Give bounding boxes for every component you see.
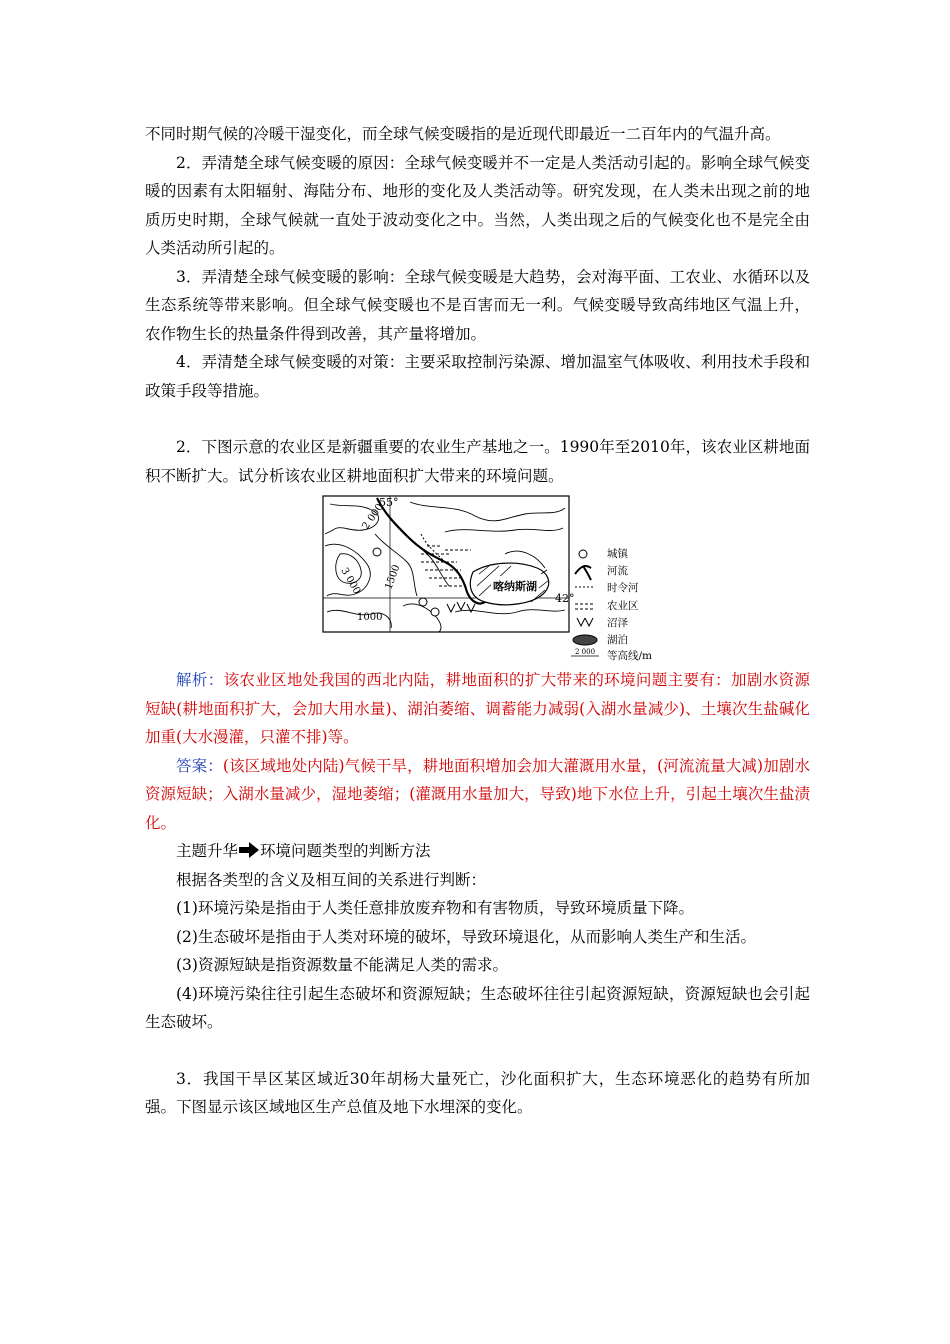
analysis-text: 该农业区地处我国的西北内陆，耕地面积的扩大带来的环境问题主要有：加剧水资源短缺(耕地面积扩大，会加大用水量)、湖泊萎缩、调蓄能力减弱(入湖水量减少)、土壤次生盐碱化加重(大水漫灌，只灌不排)等。	[145, 671, 810, 746]
farm-region-map	[145, 494, 810, 662]
theme-intro: 根据各类型的含义及相互间的关系进行判断：	[176, 870, 487, 889]
right-arrow-icon	[238, 842, 260, 858]
question3-text: 3．我国干旱区某区域近30年胡杨大量死亡，沙化面积扩大，生态环境恶化的趋势有所加强。下图显示该区域地区生产总值及地下水埋深的变化。	[145, 1069, 810, 1116]
legend-contour-sample: 2 000	[575, 648, 596, 656]
legend-river: 河流	[607, 565, 628, 577]
answer-paragraph	[145, 752, 810, 838]
question2-text: 2．下图示意的农业区是新疆重要的农业生产基地之一。1990年至2010年，该农业区耕地面积不断扩大。试分析该农业区耕地面积扩大带来的环境问题。	[145, 438, 810, 485]
analysis-paragraph	[145, 666, 810, 752]
legend-marsh-icon	[577, 618, 593, 626]
town-icon	[431, 608, 439, 616]
map-legend	[571, 547, 652, 662]
section1-continuation: 不同时期气候的冷暖干湿变化，而全球气候变暖指的是近现代即最近一二百年内的气温升高。	[145, 125, 781, 143]
legend-farm-area: 农业区	[607, 600, 639, 612]
spacer	[145, 1037, 810, 1065]
lake-name: 喀纳斯湖	[493, 580, 537, 593]
legend-marsh: 沼泽	[607, 617, 628, 629]
answer-text: (该区域地处内陆)气候干旱，耕地面积增加会加大灌溉用水量，(河流流量大减)加剧水资源短缺；入湖水量减少，湿地萎缩；(灌溉用水量加大，导致)地下水位上升，引起土壤次生盐渍化。	[145, 756, 810, 832]
theme-item-2: (2)生态破坏是指由于人类对环境的破坏，导致环境退化，从而影响人类生产和生活。	[176, 927, 756, 946]
legend-contour: 等高线/m	[607, 650, 652, 662]
contour-label-1000: 1000	[357, 612, 383, 623]
legend-seasonal-river: 时令河	[607, 582, 639, 594]
theme-item-4: (4)环境污染往往引起生态破坏和资源短缺；生态破坏往往引起资源短缺，资源短缺也会引起生态破坏。	[145, 984, 810, 1031]
section1-point2: 2．弄清楚全球气候变暖的原因：全球气候变暖并不一定是人类活动引起的。影响全球气候变暖的因素有太阳辐射、海陆分布、地形的变化及人类活动等。研究发现，在人类未出现之前的地质历史时期，全球气候就一直处于波动变化之中。当然，人类出现之后的气候变化也不是完全由人类活动所引起的。	[145, 153, 810, 257]
spacer	[145, 405, 810, 433]
legend-town: 城镇	[607, 548, 628, 560]
section1-point3: 3．弄清楚全球气候变暖的影响：全球气候变暖是大趋势，会对海平面、工农业、水循环以及生态系统等带来影响。但全球气候变暖也不是百害而无一利。气候变暖导致高纬地区气温上升，农作物生长的热量条件得到改善，其产量将增加。	[145, 267, 810, 343]
contour-label-1500: 1500	[383, 563, 403, 592]
analysis-label: 解析：	[176, 671, 224, 689]
map-figure	[145, 494, 810, 662]
theme-heading	[145, 837, 810, 866]
answer-label: 答案：	[176, 756, 223, 775]
theme-item-3: (3)资源短缺是指资源数量不能满足人类的需求。	[176, 956, 508, 974]
contour-label-3000: 3 000	[338, 566, 363, 597]
theme-item-1: (1)环境污染是指由于人类任意排放废弃物和有害物质，导致环境质量下降。	[176, 899, 694, 917]
theme-title: 环境问题类型的判断方法	[260, 842, 431, 860]
lat-label: 42°	[555, 592, 575, 605]
legend-farm-icon	[575, 604, 595, 609]
legend-lake: 湖泊	[607, 634, 628, 646]
contour-label-2000: 2 000	[360, 501, 386, 532]
theme-prefix: 主题升华	[176, 842, 239, 860]
town-icon	[419, 598, 427, 606]
legend-river-icon	[575, 566, 591, 580]
document-page	[145, 120, 810, 1122]
town-icon	[373, 548, 381, 556]
legend-lake-icon	[573, 635, 597, 645]
section1-point4: 4．弄清楚全球气候变暖的对策：主要采取控制污染源、增加温室气体吸收、利用技术手段和政策手段等措施。	[145, 353, 810, 400]
legend-town-icon	[579, 550, 587, 558]
lon-label: 55°	[379, 496, 399, 509]
